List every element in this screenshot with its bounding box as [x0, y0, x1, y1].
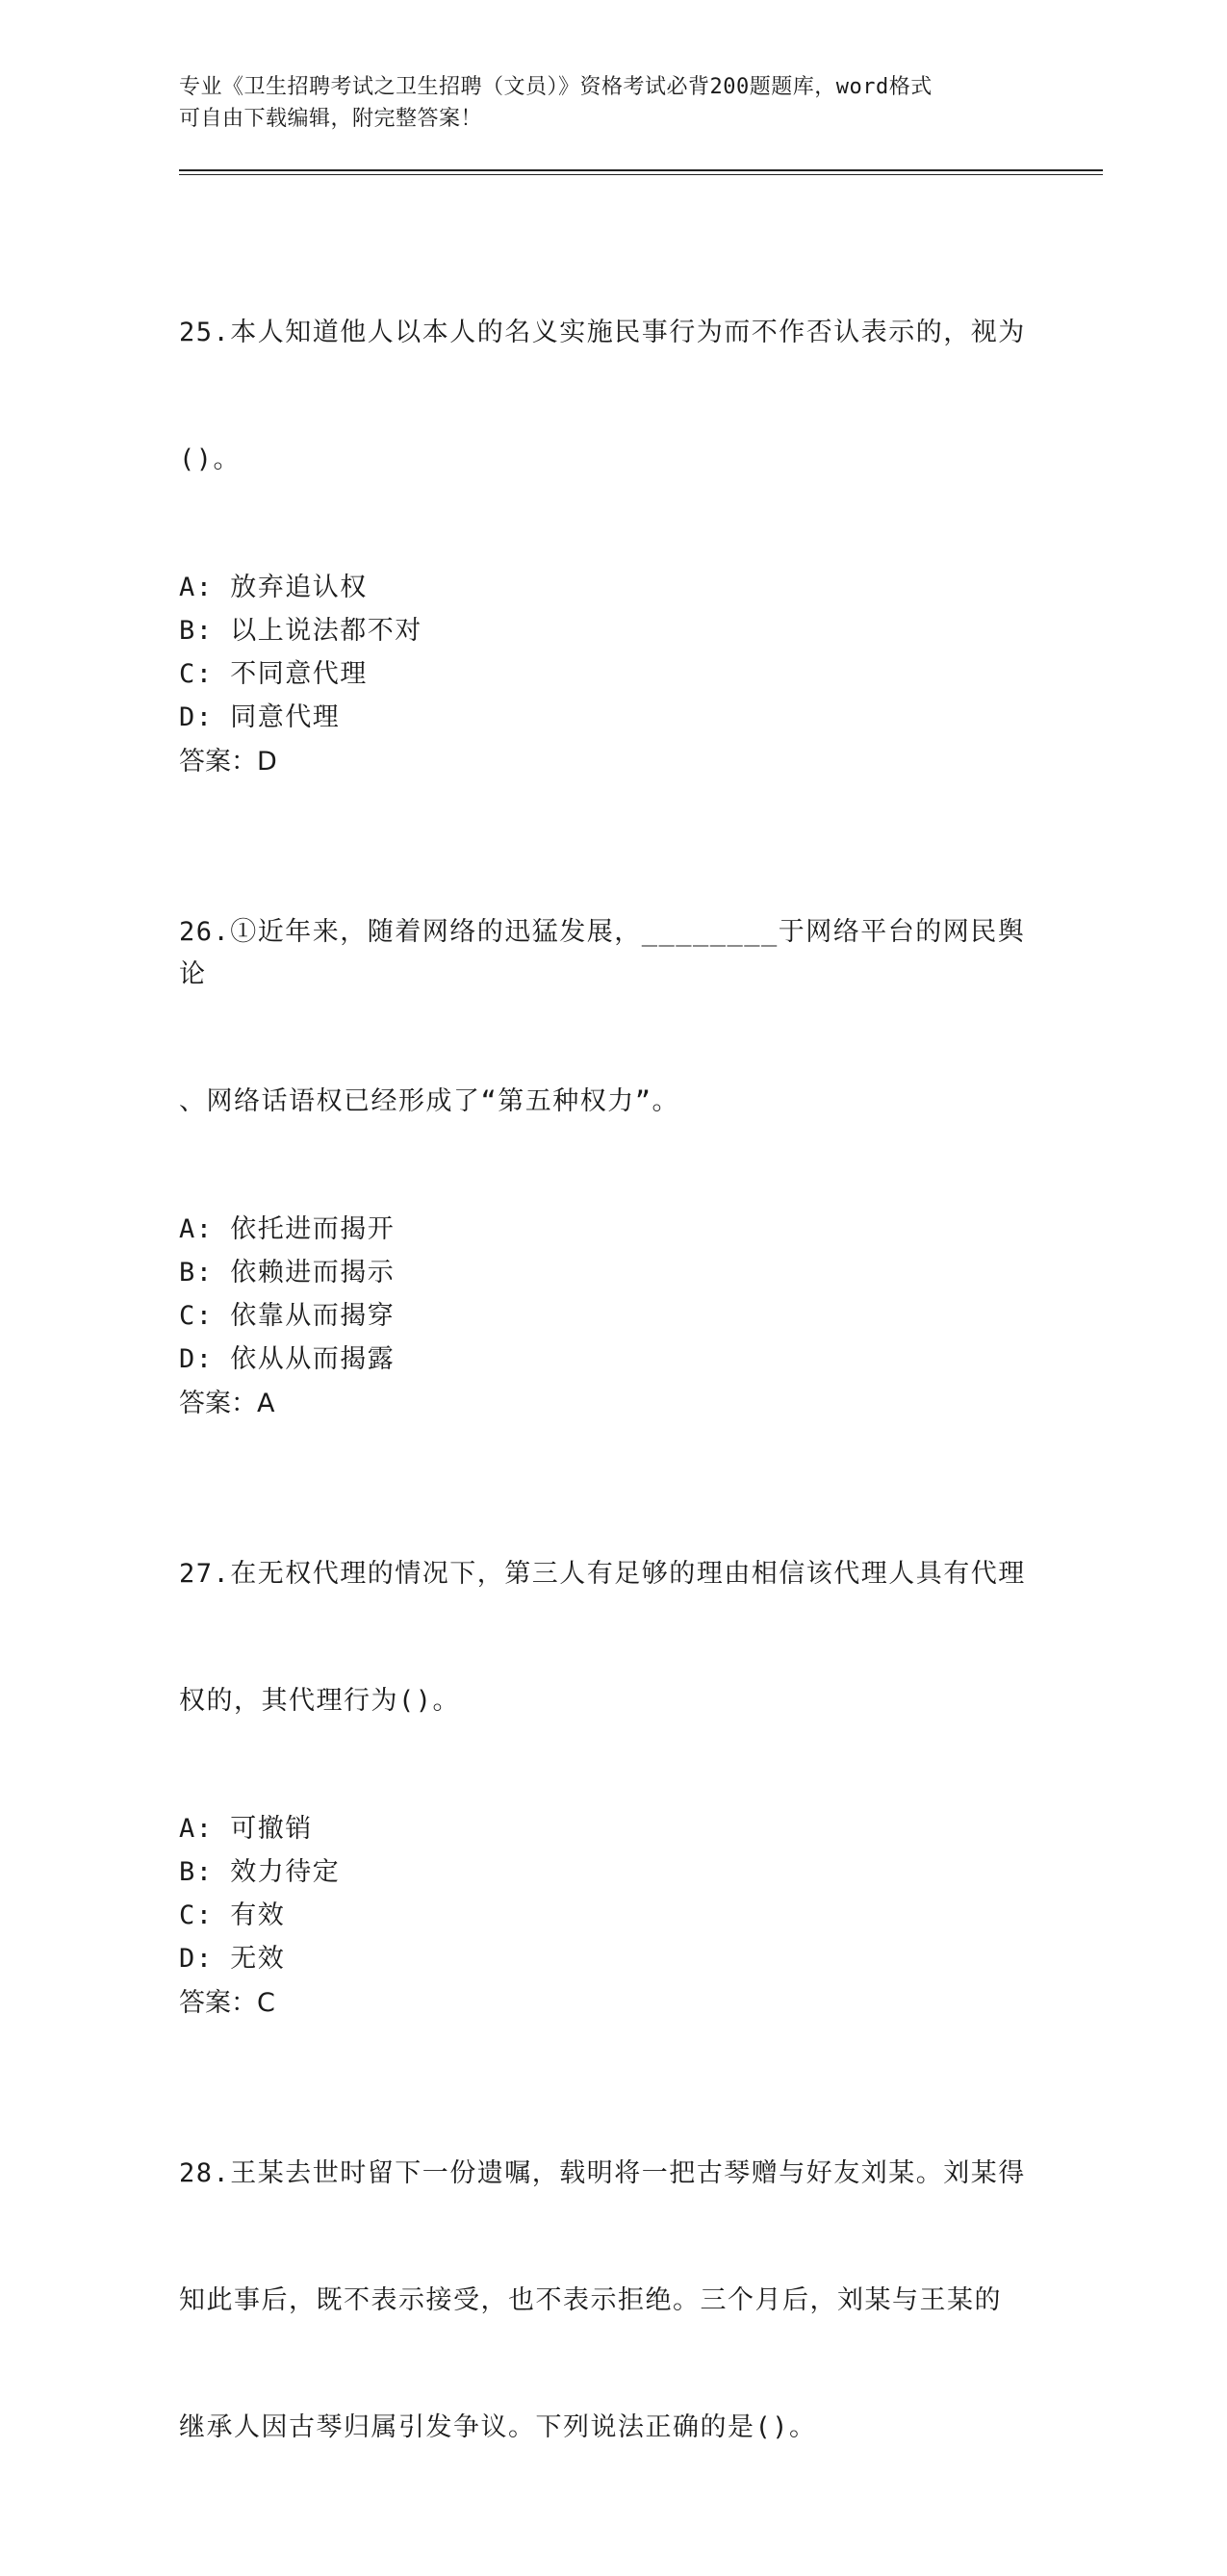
- question-list: [179, 227, 1026, 2576]
- header-line-1: 专业《卫生招聘考试之卫生招聘（文员）》资格考试必背200题题库，word格式: [179, 75, 933, 99]
- stem-line: 26.①近年来，随着网络的迅猛发展，________于网络平台的网民舆论: [179, 917, 1026, 989]
- option-a: A: 放弃追认权: [179, 573, 368, 602]
- header-line-2: 可自由下载编辑，附完整答案！: [179, 107, 483, 131]
- option-c: C: 不同意代理: [179, 659, 368, 689]
- option-b: B: 以上说法都不对: [179, 616, 422, 646]
- question-stem: [179, 2068, 1026, 2534]
- question-stem: [179, 1468, 1026, 1807]
- question-stem: [179, 227, 1026, 566]
- answer-label: 答案：D: [179, 747, 277, 777]
- stem-line: 27.在无权代理的情况下，第三人有足够的理由相信该代理人具有代理: [179, 1559, 1026, 1589]
- answer-label: 答案：A: [179, 1389, 275, 1418]
- document-header: [179, 71, 1026, 135]
- stem-line: 权的，其代理行为()。: [179, 1686, 461, 1716]
- option-a: A: 依托进而揭开: [179, 1214, 396, 1244]
- option-c: C: 依靠从而揭穿: [179, 1301, 396, 1331]
- answer-label: 答案：C: [179, 1988, 275, 2018]
- question-stem: [179, 827, 1026, 1208]
- stem-line: 继承人因古琴归属引发争议。下列说法正确的是()。: [179, 2412, 817, 2442]
- divider-thin-line: [179, 174, 1103, 175]
- option-a: A: 可撤销: [179, 1814, 313, 1844]
- question-25: [179, 227, 1026, 784]
- option-d: D: 依从从而揭露: [179, 1344, 396, 1374]
- stem-line: 、网络话语权已经形成了“第五种权力”。: [179, 1086, 680, 1116]
- question-28: [179, 2068, 1026, 2534]
- option-d: D: 无效: [179, 1944, 286, 1974]
- question-27: [179, 1468, 1026, 2026]
- option-b: B: 依赖进而揭示: [179, 1258, 396, 1288]
- stem-line: 28.王某去世时留下一份遗嘱，载明将一把古琴赠与好友刘某。刘某得: [179, 2158, 1026, 2188]
- stem-line: 知此事后，既不表示接受，也不表示拒绝。三个月后，刘某与王某的: [179, 2285, 1002, 2315]
- stem-line: ()。: [179, 445, 242, 474]
- option-c: C: 有效: [179, 1900, 286, 1930]
- option-b: B: 效力待定: [179, 1857, 341, 1887]
- option-d: D: 同意代理: [179, 702, 341, 732]
- header-divider: [179, 169, 1103, 175]
- question-26: [179, 827, 1026, 1426]
- stem-line: 25.本人知道他人以本人的名义实施民事行为而不作否认表示的，视为: [179, 318, 1026, 347]
